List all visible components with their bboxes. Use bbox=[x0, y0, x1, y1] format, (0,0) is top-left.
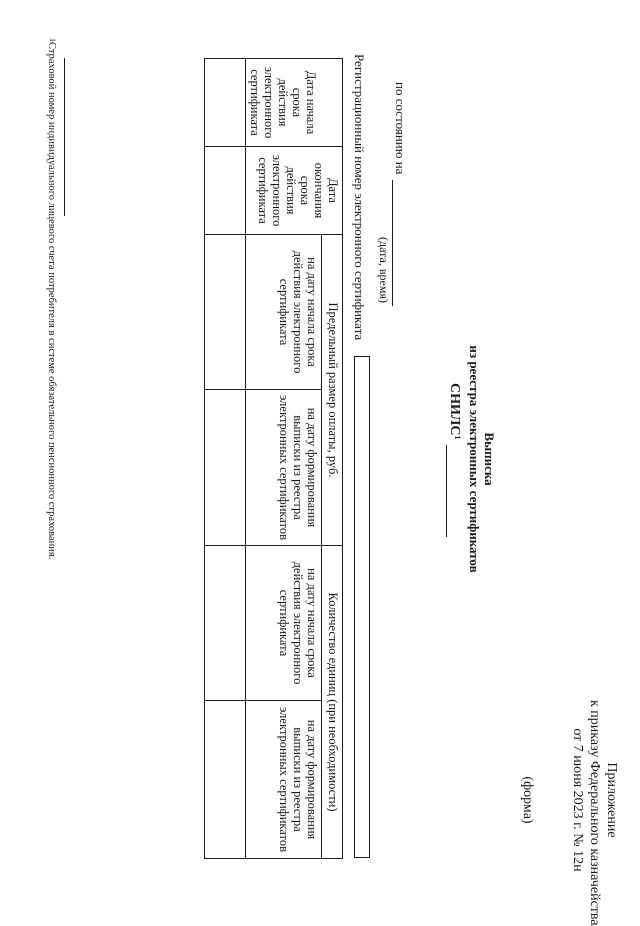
sub-units-at-start: на дату начала срока действия электронного сертификата bbox=[246, 546, 322, 701]
certificate-table bbox=[204, 58, 343, 859]
snils-label: СНИЛС bbox=[447, 383, 462, 436]
appendix-header bbox=[569, 700, 620, 926]
group-units-count: Количество единиц (при необходимости) bbox=[322, 546, 343, 859]
appendix-title: Приложение bbox=[604, 762, 619, 838]
table-row bbox=[205, 59, 246, 859]
snils-blank bbox=[446, 445, 461, 537]
footnote-text: Страховой номер индивидуального лицевого счета потребителя в системе обязательного пенсионного страхования. bbox=[46, 42, 57, 560]
table-cell bbox=[205, 147, 246, 235]
footnote-mark: 1 bbox=[48, 38, 57, 42]
snils-field bbox=[446, 360, 462, 560]
form-label: (форма) bbox=[520, 776, 535, 824]
status-date-blank bbox=[392, 180, 405, 306]
table-cell bbox=[205, 59, 246, 147]
document-title bbox=[467, 300, 497, 618]
footnote bbox=[46, 38, 57, 559]
footnote-divider bbox=[64, 58, 65, 216]
status-date-hint: (дата, время) bbox=[377, 237, 391, 303]
table-cell bbox=[205, 390, 246, 546]
status-date-label: по состоянию на bbox=[393, 82, 408, 175]
sub-payment-at-start: на дату начала срока действия электронного сертификата bbox=[246, 235, 322, 390]
registration-number-box bbox=[354, 356, 370, 858]
table-cell bbox=[205, 701, 246, 859]
document-title-line1: Выписка bbox=[482, 432, 497, 486]
document-title-line2: из реестра электронных сертификатов bbox=[467, 345, 482, 573]
group-payment-limit: Предельный размер оплаты, руб. bbox=[322, 235, 343, 546]
table-cell bbox=[205, 546, 246, 701]
appendix-order-ref: к приказу Федерального казначейства bbox=[587, 700, 602, 926]
col-start-date: Дата начала срока действия электронного сертификата bbox=[246, 59, 343, 147]
sub-payment-at-extract: на дату формирования выписки из реестра электронных сертификатов bbox=[246, 390, 322, 546]
appendix-order-date: от 7 июня 2023 г. № 12н bbox=[570, 728, 585, 872]
sub-units-at-extract: на дату формирования выписки из реестра электронных сертификатов bbox=[246, 701, 322, 859]
registration-number-label: Регистрационный номер электронного сертификата bbox=[352, 54, 367, 341]
status-date-field bbox=[392, 82, 408, 306]
snils-footnote-mark: 1 bbox=[453, 435, 462, 440]
table-cell bbox=[205, 235, 246, 390]
col-end-date: Дата окончания срока действия электронного сертификата bbox=[246, 147, 343, 235]
